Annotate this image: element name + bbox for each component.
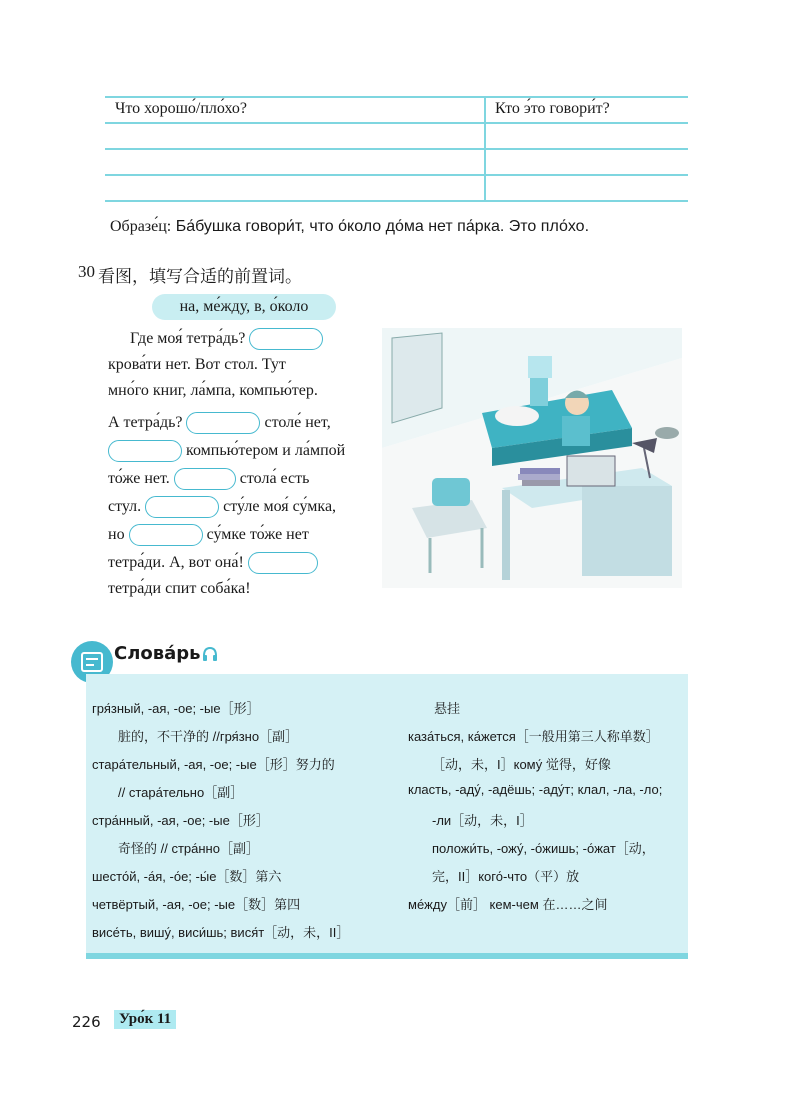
dictionary-entry: гря́зный, -ая, -ое; -ые［形］ (92, 701, 260, 716)
dictionary-entry: 奇怪的 // стра́нно［副］ (118, 841, 259, 856)
line-text: тетра́ди. А, вот она́! (108, 554, 244, 571)
dictionary-entry: ［动，未，I］кому́ 觉得，好像 (432, 757, 611, 772)
preposition-bank: на, ме́жду, в, о́коло (152, 294, 336, 320)
answer-table (105, 96, 688, 202)
dictionary-entry: стра́нный, -ая, -ое; -ые［形］ (92, 813, 269, 828)
exercise-line (130, 326, 323, 352)
line-text: стола́ есть (239, 470, 310, 487)
dictionary-entry: положи́ть, -ожу́, -о́жишь; -о́жат［动， (432, 841, 655, 856)
dictionary-entry: ме́жду［前］ кем-чем 在……之间 (408, 897, 608, 912)
exercise-title: 看图，填写合适的前置词。 (98, 267, 302, 287)
line-text: мно́го книг, ла́мпа, компью́тер. (108, 382, 318, 399)
exercise-line (108, 550, 318, 576)
exercise-line (108, 352, 286, 378)
lamp-shade (528, 356, 552, 378)
bag (432, 478, 470, 506)
line-text: стул. (108, 498, 142, 515)
dog (655, 427, 679, 439)
laptop (567, 456, 615, 486)
answer-blank[interactable] (249, 328, 323, 350)
exercise-line (108, 410, 331, 436)
answer-blank[interactable] (145, 496, 219, 518)
answer-blank[interactable] (108, 440, 182, 462)
table-rule (105, 96, 688, 98)
table-rule (105, 122, 688, 124)
line-text: су́мке то́же нет (206, 526, 309, 543)
dictionary-entry: 脏的，不干净的 //гря́зно［副］ (118, 729, 299, 744)
line-text: но (108, 526, 125, 543)
dictionary-panel (86, 674, 688, 956)
exercise-line (108, 438, 345, 464)
lesson-label: Уро́к 11 (114, 1010, 176, 1029)
dictionary-entry: стара́тельный, -ая, -ое; -ые［形］努力的 (92, 757, 335, 772)
dictionary-entry: // стара́тельно［副］ (118, 785, 244, 800)
dictionary-entry: класть, -аду́, -адёшь; -аду́т; клал, -ла, -ло; (408, 782, 663, 797)
sample-sentence (110, 218, 589, 236)
line-text: крова́ти нет. Вот стол. Тут (108, 356, 286, 373)
sample-text: Ба́бушка говори́т, что о́коло до́ма нет па́рка. Это пло́хо. (175, 218, 590, 235)
dictionary-bottom-bar (86, 953, 688, 959)
line-text: столе́ нет, (264, 414, 331, 431)
line-text: тетра́ди спит соба́ка! (108, 580, 251, 597)
line-text: Где моя́ тетра́дь? (130, 330, 246, 347)
dictionary-entry: шесто́й, -а́я, -о́е; -ы́е［数］第六 (92, 869, 282, 884)
answer-blank[interactable] (174, 468, 236, 490)
answer-blank[interactable] (248, 552, 318, 574)
sample-label: Образе́ц: (110, 218, 172, 235)
table-header-left: Что хорошо́/пло́хо? (115, 100, 247, 117)
answer-blank[interactable] (129, 524, 203, 546)
pillow (495, 406, 539, 426)
exercise-line (108, 494, 336, 520)
table-rule (105, 200, 688, 202)
dictionary-entry: 悬挂 (434, 701, 461, 716)
line-text: то́же нет. (108, 470, 170, 487)
answer-blank[interactable] (186, 412, 260, 434)
room-illustration (382, 328, 682, 588)
exercise-line (108, 522, 309, 548)
dictionary-entry: четвёртый, -ая, -ое; -ые［数］第四 (92, 897, 301, 912)
exercise-line (108, 466, 309, 492)
line-text: сту́ле моя́ су́мка, (223, 498, 337, 515)
dictionary-entry: -ли［动，未，I］ (432, 813, 533, 828)
exercise-line (108, 378, 318, 404)
table-rule (105, 148, 688, 150)
page-number: 226 (72, 1013, 101, 1031)
dictionary-title: Слова́рь (114, 643, 201, 664)
window (392, 333, 442, 423)
dictionary-entry: 完，II］кого́-что（平）放 (432, 869, 580, 884)
headphones-icon[interactable] (202, 646, 218, 662)
table-rule (105, 174, 688, 176)
line-text: А тетра́дь? (108, 414, 183, 431)
dictionary-entry: каза́ться, ка́жется［一般用第三人称单数］ (408, 729, 659, 744)
table-header-right: Кто э́то говори́т? (495, 100, 610, 117)
line-text: компью́тером и ла́мпой (186, 442, 346, 459)
table-divider (484, 96, 486, 202)
exercise-number: 30 (78, 262, 95, 281)
exercise-line (108, 576, 251, 602)
dictionary-entry: висе́ть, вишу́, виси́шь; вися́т［动，未，II］ (92, 925, 350, 940)
